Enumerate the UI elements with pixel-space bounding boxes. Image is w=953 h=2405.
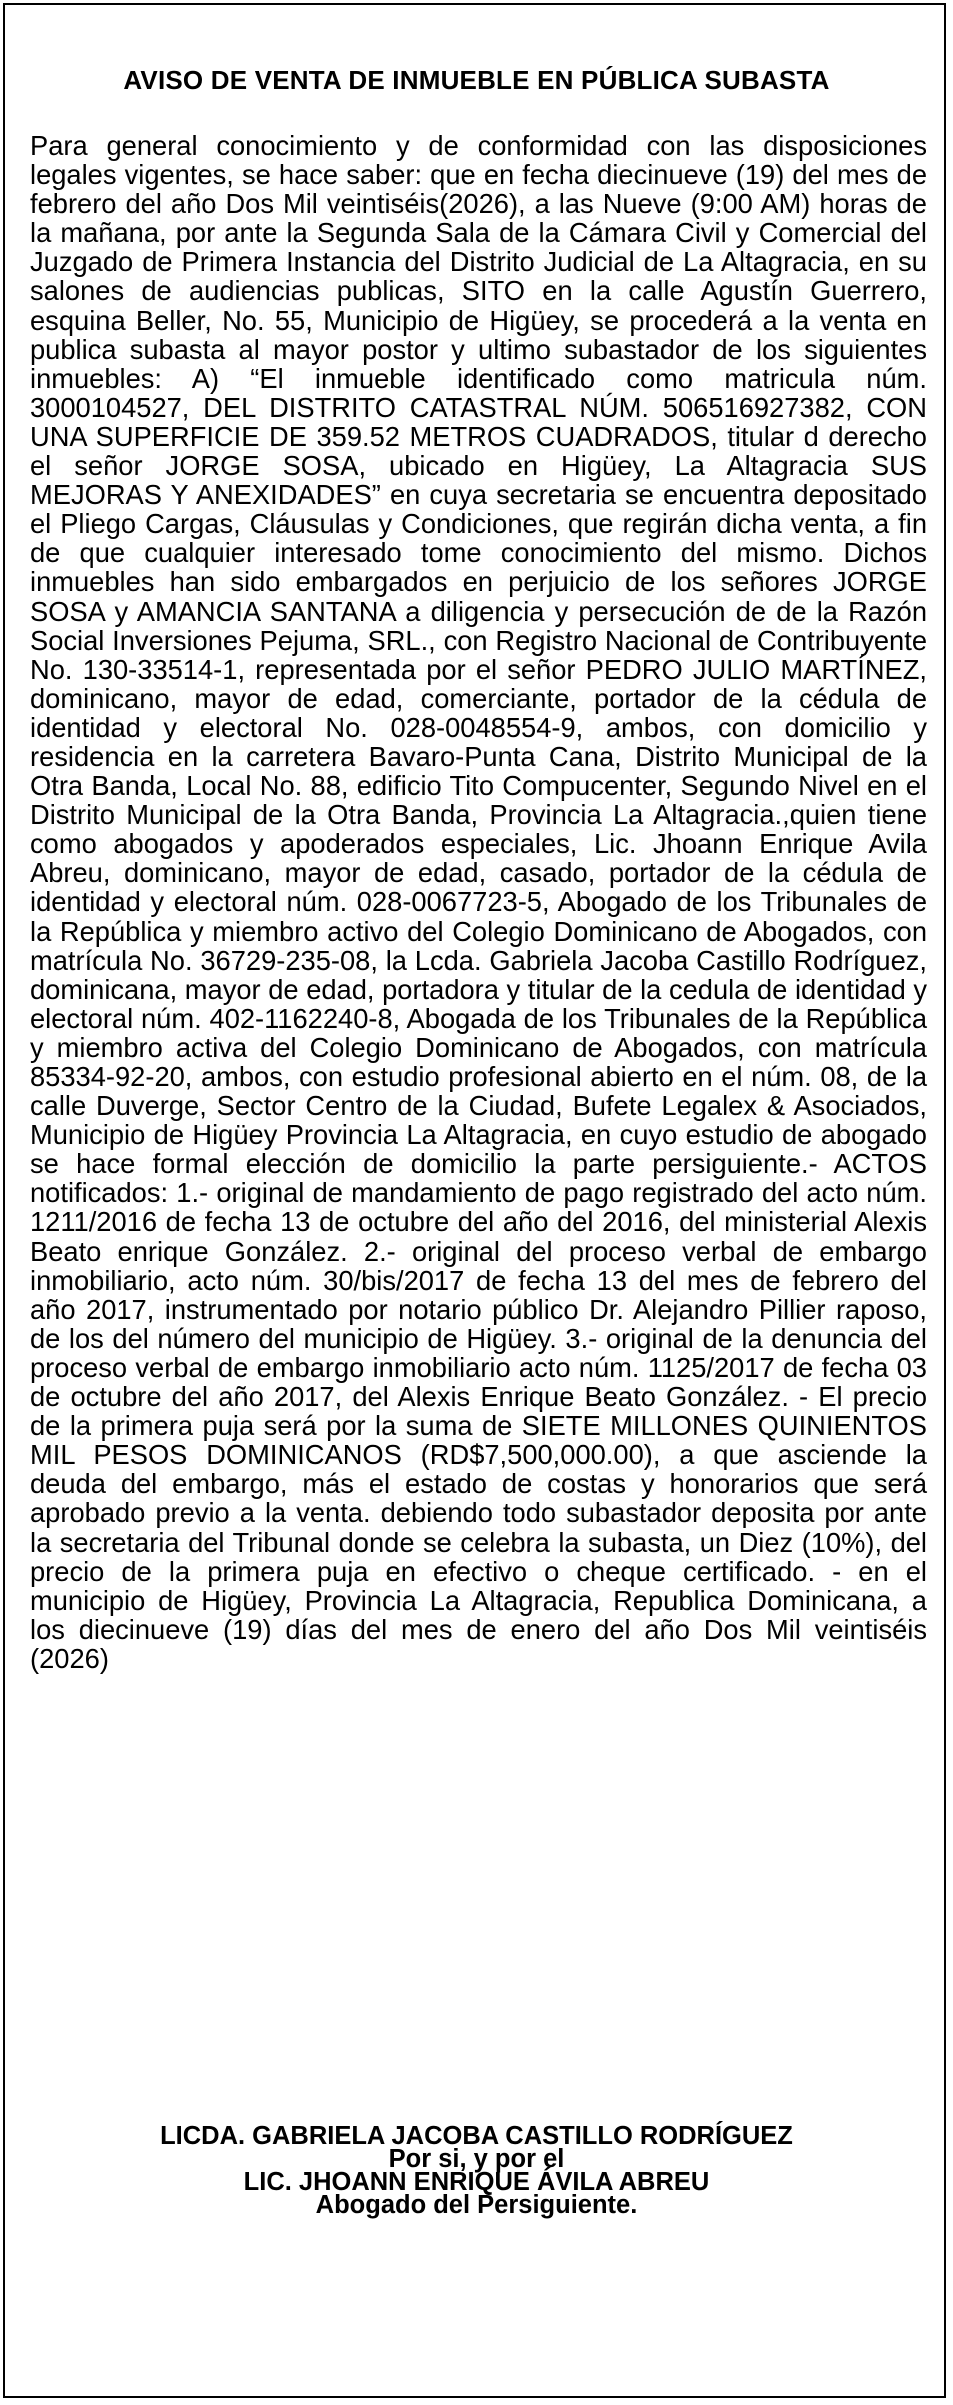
- notice-title: AVISO DE VENTA DE INMUEBLE EN PÚBLICA SUBASTA: [123, 65, 830, 95]
- signature-name: LICDA. GABRIELA JACOBA CASTILLO RODRÍGUEZ: [160, 2122, 793, 2150]
- signature-block: [5, 2122, 948, 2219]
- signature-on-behalf: Por si, y por el: [388, 2145, 565, 2173]
- notice-body: Para general conocimiento y de conformidad con las disposiciones legales vigentes, se hace saber: que en fecha diecinueve (19) del mes de febrero del año Dos Mil veintiséis(2026), a las Nueve (9:00 AM) horas de la mañana, por ante la Segunda Sala de la Cámara Civil y Comercial del Juzgado de Primera Instancia del Distrito Judicial de La Altagracia, en su salones de audiencias publicas, SITO en la calle Agustín Guerrero, esquina Beller, No. 55, Municipio de Higüey, se procederá a la venta en publica subasta al mayor postor y ultimo subastador de los siguientes inmuebles: A) “El inmueble identificado como matricula núm. 3000104527, DEL DISTRITO CATASTRAL NÚM. 506516927382, CON UNA SUPERFICIE DE 359.52 METROS CUADRADOS, titular d derecho el señor JORGE SOSA, ubicado en Higüey, La Altagracia SUS MEJORAS Y ANEXIDADES” en cuya secretaria se encuentra depositado el Pliego Cargas, Cláusulas y Condiciones, que regirán dicha venta, a fin de que cualquier interesado tome conocimiento del mismo. Dichos inmuebles han sido embargados en perjuicio de los señores JORGE SOSA y AMANCIA SANTANA a diligencia y persecución de de la Razón Social Inversiones Pejuma, SRL., con Registro Nacional de Contribuyente No. 130-33514-1, representada por el señor PEDRO JULIO MARTÍNEZ, dominicano, mayor de edad, comerciante, portador de la cédula de identidad y electoral No. 028-0048554-9, ambos, con domicilio y residencia en la carretera Bavaro-Punta Cana, Distrito Municipal de la Otra Banda, Local No. 88, edificio Tito Compucenter, Segundo Nivel en el Distrito Municipal de la Otra Banda, Provincia La Altagracia.,quien tiene como abogados y apoderados especiales, Lic. Jhoann Enrique Avila Abreu, dominicano, mayor de edad, casado, portador de la cédula de identidad y electoral núm. 028-0067723-5, Abogado de los Tribunales de la República y miembro activo del Colegio Dominicano de Abogados, con matrícula No. 36729-235-08, la Lcda. Gabriela Jacoba Castillo Rodríguez, dominicana, mayor de edad, portadora y titular de la cedula de identidad y electoral núm. 402-1162240-8, Abogada de los Tribunales de la República y miembro activa del Colegio Dominicano de Abogados, con matrícula 85334-92-20, ambos, con estudio profesional abierto en el núm. 08, de la calle Duverge, Sector Centro de la Ciudad, Bufete Legalex & Asociados, Municipio de Higüey Provincia La Altagracia, en cuyo estudio de abogado se hace formal elección de domicilio la parte persiguiente.- ACTOS notificados: 1.- original de mandamiento de pago registrado del acto núm. 1211/2016 de fecha 13 de octubre del año del 2016, del ministerial Alexis Beato enrique González. 2.- original del proceso verbal de embargo inmobiliario, acto núm. 30/bis/2017 de fecha 13 del mes de febrero del año 2017, instrumentado por notario público Dr. Alejandro Pillier raposo, de los del número del municipio de Higüey. 3.- original de la denuncia del proceso verbal de embargo inmobiliario acto núm. 1125/2017 de fecha 03 de octubre del año 2017, del Alexis Enrique Beato González. - El precio de la primera puja será por la suma de SIETE MILLONES QUINIENTOS MIL PESOS DOMINICANOS (RD$7,500,000.00), a que asciende la deuda del embargo, más el estado de costas y honorarios que será aprobado previo a la venta. debiendo todo subastador deposita por ante la secretaria del Tribunal donde se celebra la subasta, un Diez (10%), del precio de la primera puja en efectivo o cheque certificado. - en el municipio de Higüey, Provincia La Altagracia, Republica Dominicana, a los diecinueve (19) días del mes de enero del año Dos Mil veintiséis (2026): [30, 130, 927, 1674]
- notice-frame: [3, 3, 946, 2398]
- signature-co-lawyer: LIC. JHOANN ENRIQUE ÁVILA ABREU: [243, 2168, 710, 2196]
- signature-role: Abogado del Persiguiente.: [315, 2191, 638, 2219]
